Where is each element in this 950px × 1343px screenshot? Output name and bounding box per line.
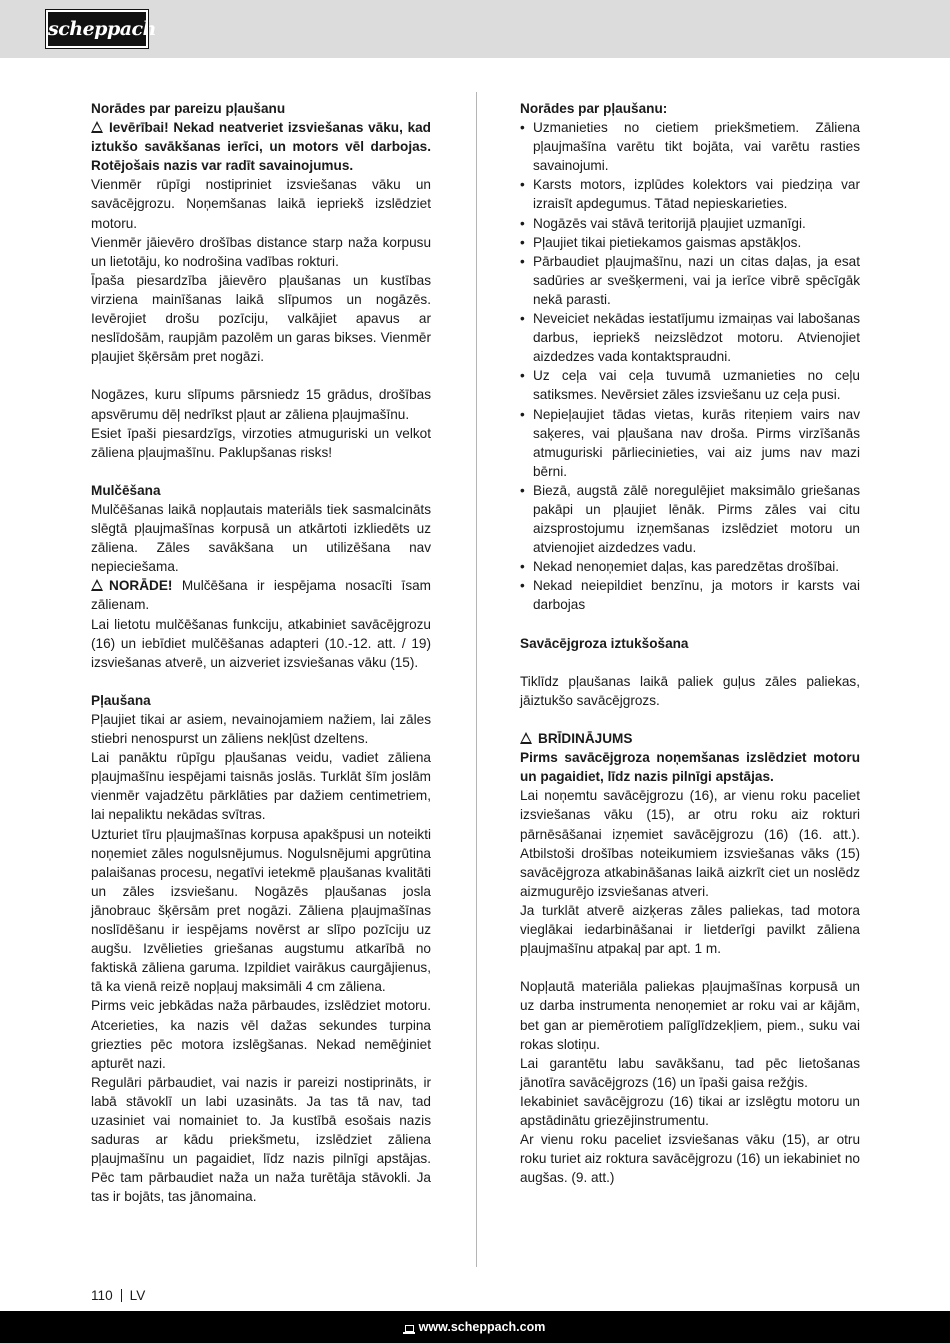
language-code: LV [129, 1288, 146, 1303]
section-title-mowing-notes: Norādes par pļaušanu: [520, 101, 668, 116]
paragraph: Lai noņemtu savācējgrozu (16), ar vienu roku paceliet izsviešanas vāku (15), ar otru roku aiz rokturi pārnēsāšanai izņemiet savācējgrozu (16) (16. att.). Atbilstoši drošības noteikumiem izsviešanas vāks (15) savācējgroza atkabināšanas laikā aizkrīt ciet un noslēdz aizmugurējo izsviešanas atveri. [520, 788, 860, 899]
top-bar [0, 0, 950, 58]
paragraph: Iekabiniet savācējgrozu (16) tikai ar izslēgtu motoru un apstādinātu griezējinstrumentu. [520, 1093, 860, 1128]
warning-paragraph: Ievērībai! Nekad neatveriet izsviešanas vāku, kad iztukšo savākšanas ierīci, un motors vēl darbojas. Rotējošais nazis var radīt savainojumus. [91, 120, 431, 174]
list-item: • Nogāzēs vai stāvā teritorijā pļaujiet uzmanīgi. [520, 214, 860, 233]
column-divider [476, 92, 477, 1267]
list-item: • Uzmanieties no cietiem priekšmetiem. Zāliena pļaujmašīna varētu tikt bojāta, vai varētu rasties savainojumi. [520, 118, 860, 175]
paragraph: Lai garantētu labu savākšanu, tad pēc lietošanas jānotīra savācējgrozs (16) un īpaši gaisa režģis. [520, 1055, 860, 1090]
list-item: • Neveiciet nekādas iestatījumu izmaiņas vai labošanas darbus, iepriekš neizslēdzot motoru. Atvienojiet aizdedzes vada kontaktspraudni. [520, 309, 860, 366]
paragraph: Ar vienu roku paceliet izsviešanas vāku (15), ar otru roku turiet aiz roktura savācējgrozu (16) un iekabiniet no augšas. (9. att.) [520, 1132, 860, 1186]
paragraph: Esiet īpaši piesardzīgs, virzoties atmuguriski un velkot zāliena pļaujmašīnu. Paklupšanas risks! [91, 425, 431, 460]
paragraph: Pļaujiet tikai ar asiem, nevainojamiem nažiem, lai zāles stiebri nenospurst un zāliens nekļūst dzeltens. [91, 712, 431, 747]
section-title-mowing: Pļaušana [91, 692, 151, 708]
note-paragraph: NORĀDE! Mulčēšana ir iespējama nosacīti īsam zālienam. [91, 578, 431, 613]
warning-heading: BRĪDINĀJUMS [520, 729, 860, 748]
warning-triangle-icon [520, 732, 532, 744]
paragraph: Ja turklāt atverē aizķeras zāles paliekas, tad motora vieglākai iedarbināšanai ir lietderīgi pavilkt zāliena pļaujmašīnu atpakaļ par apt. 1 m. [520, 902, 860, 957]
bottom-bar [0, 1311, 950, 1343]
page-number: 110 [91, 1288, 113, 1303]
paragraph: Lai panāktu rūpīgu pļaušanas veidu, vadiet zāliena pļaujmašīnu iespējami taisnās joslās. Turklāt šīm joslām vienmēr vajadzētu pārklāties par dažiem centimetriem, lai nepaliktu nekādas svītras. [91, 750, 431, 823]
paragraph: Uzturiet tīru pļaujmašīnas korpusa apakšpusi un noteikti noņemiet zāles nogulsnējumus. Nogulsnējumi apgrūtina palaišanas procesu, negatīvi ietekmē pļaušanas kvalitāti un zāles izsviešanu. Nogāzēs pļaušanas josla jānobrauc šķērsām pret nogāzi. Zāliena pļaujmašīnas noslīdēšanu ir iespējams novērst ar slīpo pozīciju uz augšu. Izvēlieties griešanas augstumu atkarībā no faktiskā zāliena garuma. Izpildiet vairākus caurgājienus, tā ka vienā reizē nopļauj maksimāli 4 cm zāliena. [91, 826, 431, 995]
right-column [520, 99, 860, 1187]
list-item: • Nekad nenoņemiet daļas, kas paredzētas drošībai. [520, 557, 860, 576]
paragraph: Vienmēr jāievēro drošības distance starp naža korpusu un lietotāju, ko nodrošina vadības rokturi. [91, 234, 431, 269]
list-item: • Uz ceļa vai ceļa tuvumā uzmanieties no ceļu satiksmes. Nevērsiet zāles izsviešanu uz ceļa pusi. [520, 366, 860, 404]
paragraph: Lai lietotu mulčēšanas funkciju, atkabiniet savācējgrozu (16) un iebīdiet mulčēšanas adapteri (10.-12. att. / 19) izsviešanas atverē, un aizveriet izsviešanas vāku (15). [91, 616, 431, 670]
warning-paragraph: Pirms savācējgroza noņemšanas izslēdziet motoru un pagaidiet, līdz nazis pilnīgi apstājas. [520, 750, 860, 785]
section-title-emptying-catcher: Savācējgroza iztukšošana [520, 635, 689, 651]
footer-separator [121, 1289, 122, 1302]
warning-triangle-icon [91, 121, 103, 133]
paragraph: Tiklīdz pļaušanas laikā paliek guļus zāles paliekas, jāiztukšo savācējgrozs. [520, 673, 860, 708]
paragraph: Vienmēr rūpīgi nostipriniet izsviešanas vāku un savācējgrozu. Noņemšanas laikā iepriekš izslēdziet motoru. [91, 177, 431, 231]
list-item: • Nepieļaujiet tādas vietas, kurās riteņiem vairs nav saķeres, vai pļaušana nav droša. Pirms virzīšanās atmuguriski pārliecinieties, vai aiz jums nav mazi bērni. [520, 405, 860, 481]
paragraph: Pirms veic jebkādas naža pārbaudes, izslēdziet motoru. Atcerieties, ka nazis vēl dažas sekundes turpina griezties pēc motora izslēgšanas. Nekad nemēģiniet apturēt nazi. [91, 998, 431, 1071]
section-title-mulching: Mulčēšana [91, 482, 161, 498]
paragraph: Nogāzes, kuru slīpums pārsniedz 15 grādus, drošības apsvērumu dēļ nedrīkst pļaut ar zāliena pļaujmašīnu. [91, 387, 431, 422]
paragraph: Regulāri pārbaudiet, vai nazis ir pareizi nostiprināts, ir labā stāvoklī un labi uzasināts. Ja tas tā nav, tad uzasiniet vai nomainiet to. Ja kustībā esošais nazis saduras ar kādu priekšmetu, izslēdziet zāliena pļaujmašīnu un pagaidiet, līdz nazis pilnīgi apstājas. Pēc tam pārbaudiet naža un naža turētāja stāvokli. Ja tas ir bojāts, tas jānomaina. [91, 1074, 431, 1205]
paragraph: Mulčēšanas laikā nopļautais materiāls tiek sasmalcināts slēgtā pļaujmašīnas korpusā un atkārtoti izkliedēts uz zāliena. Zāles savākšana un utilizēšana nav nepieciešama. [91, 501, 431, 575]
list-item: • Pļaujiet tikai pietiekamos gaismas apstākļos. [520, 233, 860, 252]
warning-triangle-icon [91, 579, 103, 591]
section-title-mowing-tips: Norādes par pareizu pļaušanu [91, 101, 286, 116]
page-footer [91, 1287, 145, 1304]
list-item: • Karsts motors, izplūdes kolektors vai piedziņa var izraisīt apdegumus. Tātad nepieskarieties. [520, 175, 860, 213]
list-item: • Biezā, augstā zālē noregulējiet maksimālo griešanas pakāpi un pļaujiet lēnāk. Pirms zāles vai citu aizsprostojumu izņemšanas izslēdziet motoru un atvienojiet aizdedzes vadu. [520, 481, 860, 557]
website-link[interactable]: www.scheppach.com [418, 1320, 546, 1334]
paragraph: Īpaša piesardzība jāievēro pļaušanas un kustības virziena mainīšanas laikā slīpumos un nogāzēs. Ievērojiet drošu pozīciju, valkājiet apavus ar neslīdošām, raupjām pazolēm un garas bikses. Vienmēr pļaujiet šķērsām pret nogāzi. [91, 272, 431, 365]
web-icon [405, 1325, 414, 1332]
list-item: • Nekad neiepildiet benzīnu, ja motors ir karsts vai darbojas [520, 576, 860, 614]
paragraph: Nopļautā materiāla paliekas pļaujmašīnas korpusā un uz darba instrumenta nenoņemiet ar roku vai ar kājām, bet gan ar piemērotiem palīglīdzekļiem, piem., suku vai rokas slotiņu. [520, 979, 860, 1052]
left-column [91, 99, 431, 1206]
mowing-notes-list [520, 118, 860, 614]
scheppach-logo: scheppach [46, 10, 148, 48]
list-item: • Pārbaudiet pļaujmašīnu, nazi un citas daļas, ja esat sadūries ar svešķermeni, vai ja ierīce vibrē spēcīgāk nekā parasti. [520, 252, 860, 309]
